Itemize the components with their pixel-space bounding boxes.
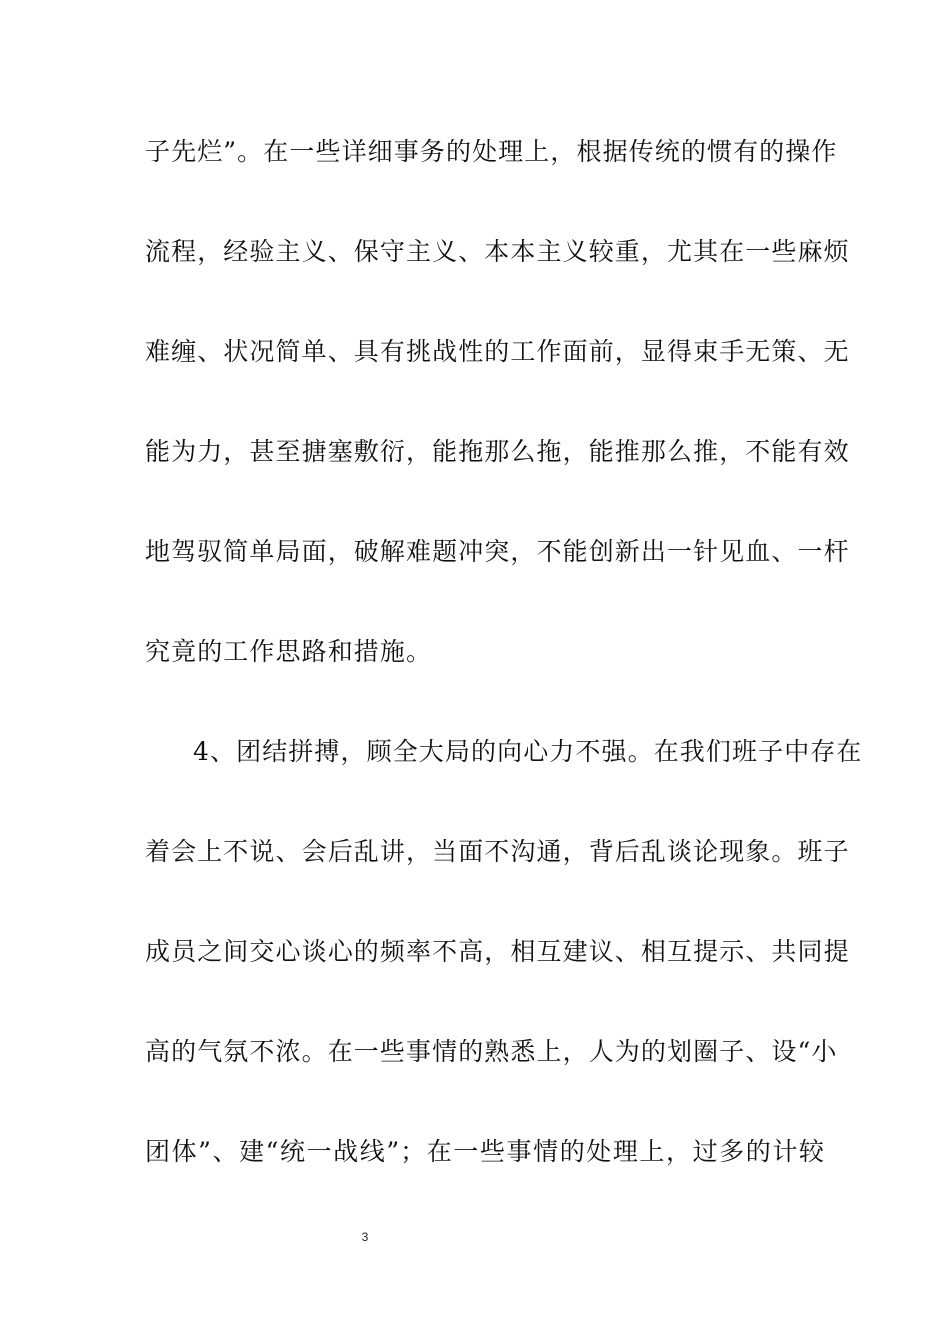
body-text-line: 地驾驭简单局面，破解难题冲突，不能创新出一针见血、一杆: [145, 537, 850, 566]
body-text-line: 高的气氛不浓。在一些事情的熟悉上，人为的划圈子、设“小: [145, 1037, 838, 1066]
body-text-line: 成员之间交心谈心的频率不高，相互建议、相互提示、共同提: [145, 937, 850, 966]
paragraph-heading-line: 4、团结拼搏，顾全大局的向心力不强。在我们班子中存在: [193, 737, 863, 766]
body-text-line: 能为力，甚至搪塞敷衍，能拖那么拖，能推那么推，不能有效: [145, 437, 850, 466]
body-text-line: 难缠、状况简单、具有挑战性的工作面前，显得束手无策、无: [145, 337, 850, 366]
page-number: 3: [361, 1230, 369, 1244]
body-text-line: 团体”、建“统一战线”；在一些事情的处理上，过多的计较: [145, 1137, 825, 1166]
body-text-line: 究竟的工作思路和措施。: [145, 637, 433, 666]
body-text-line: 着会上不说、会后乱讲，当面不沟通，背后乱谈论现象。班子: [145, 837, 850, 866]
body-text-line: 子先烂”。在一些详细事务的处理上，根据传统的惯有的操作: [145, 137, 838, 166]
body-text-line: 流程，经验主义、保守主义、本本主义较重，尤其在一些麻烦: [145, 237, 850, 266]
